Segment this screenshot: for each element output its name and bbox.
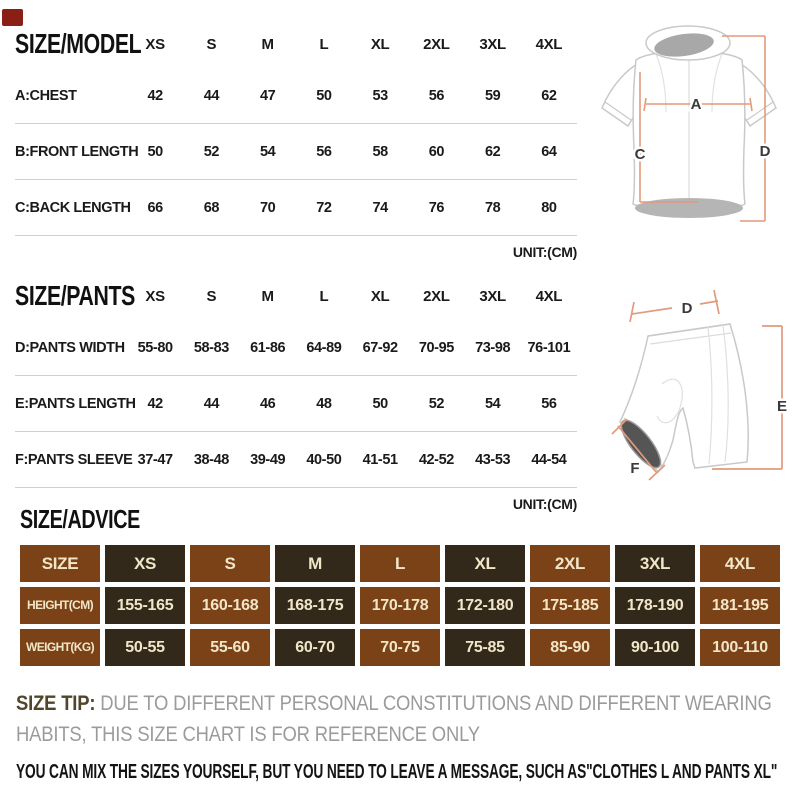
jersey-illustration <box>584 16 796 238</box>
value-cell: 42 <box>147 87 163 104</box>
size-mix-note: YOU CAN MIX THE SIZES YOURSELF, BUT YOU NEED TO LEAVE A MESSAGE, SUCH AS"CLOTHES L AND PANTS XL" <box>16 760 778 784</box>
jersey-measure-c-label: C <box>634 146 646 163</box>
advice-value-cell: 175-185 <box>530 587 610 624</box>
value-cell: 47 <box>259 87 276 104</box>
value-cell: 43-53 <box>475 451 511 468</box>
value-cell: 80 <box>541 199 557 216</box>
value-cell: 39-49 <box>250 451 286 468</box>
size-columns <box>127 288 577 305</box>
size-col-header: M <box>261 35 274 53</box>
advice-value-cell: 60-70 <box>275 629 355 666</box>
unit-label: UNIT:(CM) <box>512 496 577 512</box>
shorts-measure-e-label: E <box>776 398 788 415</box>
size-columns <box>127 36 577 53</box>
shorts-diagram <box>610 272 796 494</box>
value-cell: 50 <box>372 395 388 412</box>
advice-value-cell: 55-60 <box>190 629 270 666</box>
value-cell: 60 <box>428 143 445 160</box>
table-row-pants-length <box>15 376 577 432</box>
size-model-header-row <box>15 26 577 62</box>
size-col-header: XS <box>145 35 165 53</box>
size-pants-section <box>15 278 577 512</box>
size-pants-title: SIZE/PANTS <box>15 280 135 311</box>
shorts-measure-f-label: F <box>630 460 640 477</box>
value-cell: 56 <box>541 395 557 412</box>
size-col-header: M <box>261 287 274 305</box>
advice-header-cell: 3XL <box>615 545 695 582</box>
value-cell: 62 <box>541 87 557 104</box>
advice-header-cell: XS <box>105 545 185 582</box>
advice-value-cell: 160-168 <box>190 587 270 624</box>
advice-header-cell: XL <box>445 545 525 582</box>
value-cell: 56 <box>428 87 445 104</box>
value-cell: 74 <box>372 199 388 216</box>
advice-header-cell: 4XL <box>700 545 780 582</box>
value-cell: 64-89 <box>306 339 342 356</box>
advice-value-cell: 178-190 <box>615 587 695 624</box>
row-label: D:PANTS WIDTH <box>15 339 125 356</box>
value-cell: 48 <box>316 395 332 412</box>
size-pants-header-row <box>15 278 577 314</box>
size-col-header: 2XL <box>423 287 450 305</box>
size-model-title: SIZE/MODEL <box>15 28 142 59</box>
value-cell: 67-92 <box>362 339 398 356</box>
value-cell: 50 <box>316 87 332 104</box>
advice-row-label: WEIGHT(KG) <box>20 629 100 666</box>
size-model-section <box>15 26 577 260</box>
size-col-header: 3XL <box>479 287 506 305</box>
row-label: A:CHEST <box>15 87 77 104</box>
advice-value-cell: 100-110 <box>700 629 780 666</box>
value-cell: 76-101 <box>527 339 571 356</box>
row-label: C:BACK LENGTH <box>15 199 131 216</box>
value-cell: 37-47 <box>137 451 173 468</box>
advice-value-cell: 181-195 <box>700 587 780 624</box>
value-cell: 40-50 <box>306 451 342 468</box>
advice-header-cell: SIZE <box>20 545 100 582</box>
value-cell: 58 <box>372 143 388 160</box>
size-col-header: L <box>319 35 329 53</box>
size-advice-section <box>20 504 780 671</box>
advice-value-cell: 85-90 <box>530 629 610 666</box>
size-col-header: 2XL <box>423 35 450 53</box>
watermark-badge <box>2 9 23 26</box>
value-cell: 68 <box>203 199 220 216</box>
shorts-illustration <box>610 272 796 494</box>
value-cell: 78 <box>484 199 501 216</box>
size-col-header: XL <box>370 35 390 53</box>
size-col-header: L <box>319 287 329 305</box>
advice-value-cell: 170-178 <box>360 587 440 624</box>
shorts-measure-d-label: D <box>681 300 693 317</box>
advice-value-cell: 50-55 <box>105 629 185 666</box>
size-tip-section <box>16 688 796 784</box>
value-cell: 62 <box>484 143 501 160</box>
value-cell: 50 <box>147 143 163 160</box>
size-advice-title: SIZE/ADVICE <box>20 504 140 534</box>
table-row-chest <box>15 68 577 124</box>
jersey-diagram <box>584 16 796 238</box>
value-cell: 52 <box>203 143 220 160</box>
value-cell: 61-86 <box>250 339 286 356</box>
advice-value-cell: 75-85 <box>445 629 525 666</box>
size-col-header: S <box>206 35 217 53</box>
advice-header-cell: M <box>275 545 355 582</box>
value-cell: 76 <box>428 199 445 216</box>
value-cell: 72 <box>316 199 332 216</box>
size-tip-text <box>16 688 792 749</box>
size-col-header: 4XL <box>535 35 563 53</box>
value-cell: 56 <box>316 143 332 160</box>
advice-row-label: HEIGHT(CM) <box>20 587 100 624</box>
table-row-pants-width <box>15 320 577 376</box>
value-cell: 52 <box>428 395 445 412</box>
row-label: F:PANTS SLEEVE <box>15 451 133 468</box>
row-label: B:FRONT LENGTH <box>15 143 139 160</box>
value-cell: 42-52 <box>418 451 454 468</box>
advice-value-cell: 172-180 <box>445 587 525 624</box>
advice-value-cell: 90-100 <box>615 629 695 666</box>
advice-header-cell: S <box>190 545 270 582</box>
table-row-back-length <box>15 180 577 236</box>
advice-value-cell: 155-165 <box>105 587 185 624</box>
value-cell: 70-95 <box>418 339 454 356</box>
value-cell: 54 <box>484 395 501 412</box>
value-cell: 59 <box>484 87 501 104</box>
size-tip-body: DUE TO DIFFERENT PERSONAL CONSTITUTIONS AND DIFFERENT WEARING HABITS, THIS SIZE CHART IS FOR REFERENCE ONLY <box>16 691 772 746</box>
size-col-header: 4XL <box>535 287 563 305</box>
value-cell: 44 <box>203 395 220 412</box>
value-cell: 42 <box>147 395 163 412</box>
advice-height-row <box>20 587 780 624</box>
jersey-measure-a-label: A <box>690 96 702 113</box>
table-row-pants-sleeve <box>15 432 577 488</box>
value-cell: 44 <box>203 87 220 104</box>
value-cell: 58-83 <box>193 339 229 356</box>
size-col-header: XL <box>370 287 390 305</box>
jersey-measure-d-label: D <box>759 143 771 160</box>
value-cell: 53 <box>372 87 388 104</box>
advice-value-cell: 168-175 <box>275 587 355 624</box>
advice-value-cell: 70-75 <box>360 629 440 666</box>
size-col-header: XS <box>145 287 165 305</box>
size-col-header: 3XL <box>479 35 506 53</box>
advice-header-cell: L <box>360 545 440 582</box>
row-label: E:PANTS LENGTH <box>15 395 136 412</box>
unit-label: UNIT:(CM) <box>512 244 577 260</box>
value-cell: 70 <box>259 199 276 216</box>
advice-header-row <box>20 545 780 582</box>
size-tip-label: SIZE TIP: <box>16 691 96 715</box>
value-cell: 41-51 <box>362 451 398 468</box>
value-cell: 73-98 <box>475 339 511 356</box>
value-cell: 54 <box>259 143 276 160</box>
size-col-header: S <box>206 287 217 305</box>
table-row-front-length <box>15 124 577 180</box>
value-cell: 64 <box>541 143 557 160</box>
value-cell: 66 <box>147 199 163 216</box>
value-cell: 55-80 <box>137 339 173 356</box>
value-cell: 44-54 <box>531 451 567 468</box>
advice-weight-row <box>20 629 780 666</box>
advice-header-cell: 2XL <box>530 545 610 582</box>
value-cell: 46 <box>259 395 276 412</box>
value-cell: 38-48 <box>193 451 229 468</box>
